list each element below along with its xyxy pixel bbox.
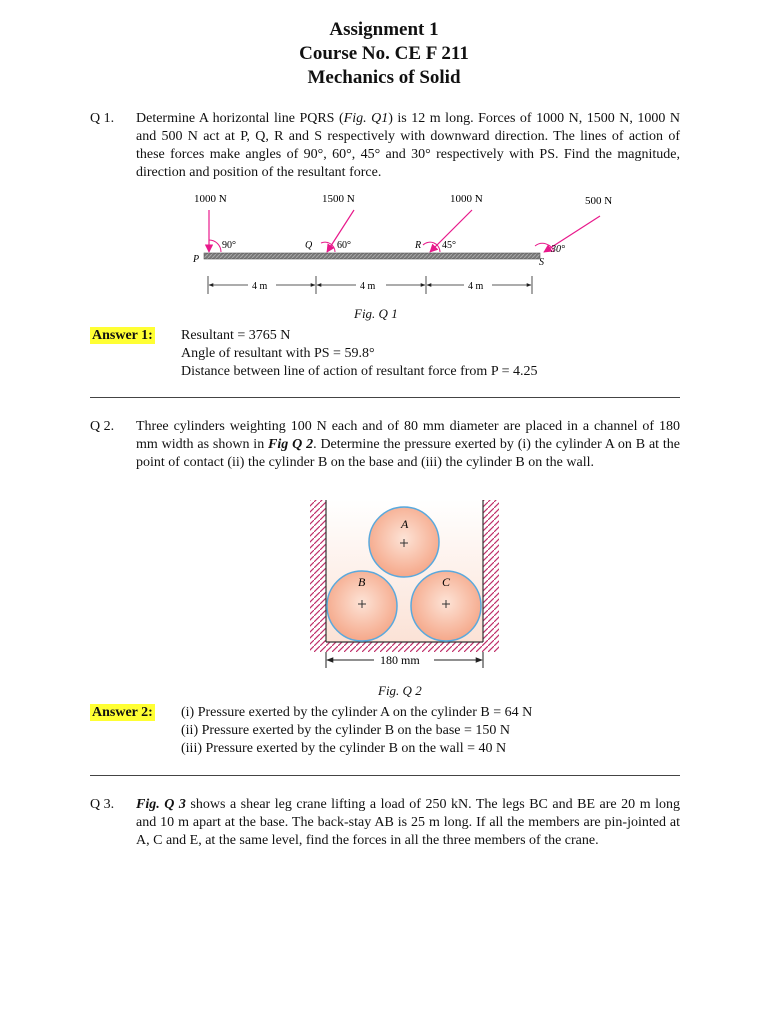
force-label-r: 1000 N [450,193,483,205]
question-text: Determine A horizontal line PQRS (Fig. Q1) is 12 m long. Forces of 1000 N, 1500 N, 1000 N and 500 N act at P, Q, R and S respectively with downward direction. The lines of action of these forces make angles of 90°, 60°, 45° and 30° respectively with PS. Find the magnitude, direction and position of the resultant force. [136,111,680,180]
force-label-s: 500 N [585,195,613,207]
answer-line: (ii) Pressure exerted by the cylinder B on the base = 150 N [181,723,511,738]
left-wall-hatch [310,500,326,642]
width-label: 180 mm [380,653,420,667]
question-number: Q 2. [90,419,115,434]
beam-pqrs [204,253,540,259]
question-number: Q 3. [90,797,115,812]
figure-caption: Fig. Q 2 [378,683,422,698]
point-label-p: P [193,254,200,265]
answer-line: Distance between line of action of resultant force from P = 4.25 [181,364,538,379]
figure-reference: Fig Q 2 [268,437,314,452]
answer-line: (iii) Pressure exerted by the cylinder B on the wall = 40 N [181,741,507,756]
figure-caption: Fig. Q 1 [354,306,398,321]
dimension-label-pq: 4 m [252,281,268,292]
answer-label: Answer 1: [92,328,153,343]
section-divider [90,775,680,776]
question-3 [90,796,680,868]
answer-line: Resultant = 3765 N [181,328,291,343]
figure-q1-diagram [180,186,640,304]
figure-q2-diagram [296,496,508,670]
question-text: Three cylinders weighting 100 N each and of 80 mm diameter are placed in a channel of 180 mm width as shown in Fig Q 2. Determine the pressure exerted by (i) the cylinder A on B at the point of contact (ii) the cylinder B on the base and (iii) the cylinder B on the wall. [136,419,680,470]
cylinder-label-c: C [442,575,451,589]
answer-line: Angle of resultant with PS = 59.8° [181,346,375,361]
section-divider [90,397,680,398]
base-hatch [310,642,499,652]
angle-arc-p [209,240,221,252]
assignment-title: Assignment 1 [329,19,439,40]
dimension-label-qr: 4 m [360,281,376,292]
cylinder-label-a: A [401,517,409,531]
force-label-q: 1500 N [322,193,355,205]
document-header [0,18,768,90]
angle-label-s: 30° [551,244,565,255]
course-name: Mechanics of Solid [307,67,461,88]
angle-label-p: 90° [222,240,236,251]
force-label-p: 1000 N [194,193,227,205]
point-label-q: Q [305,240,313,251]
answer-2-content [181,704,532,758]
figure-reference: Fig. Q 3 [136,797,186,812]
answer-1-content [181,327,537,381]
point-label-r: R [415,240,422,251]
right-wall-hatch [483,500,499,642]
dimension-label-rs: 4 m [468,281,484,292]
question-number: Q 1. [90,111,115,126]
cylinder-label-b: B [358,575,366,589]
question-text: Fig. Q 3 shows a shear leg crane lifting a load of 250 kN. The legs BC and BE are 20 m long and 10 m apart at the base. The back-stay AB is 25 m long. If all the members are pin-jointed at A, C and E, at the same level, find the forces in all the three members of the crane. [136,797,680,848]
point-label-s: S [539,257,544,268]
question-1 [90,110,680,182]
answer-line: (i) Pressure exerted by the cylinder A on the cylinder B = 64 N [181,705,533,720]
answer-label: Answer 2: [92,705,153,720]
figure-reference: Fig. Q1 [343,111,389,126]
angle-label-q: 60° [337,240,351,251]
course-number: Course No. CE F 211 [299,43,469,64]
question-2 [90,418,680,490]
angle-label-r: 45° [442,240,456,251]
